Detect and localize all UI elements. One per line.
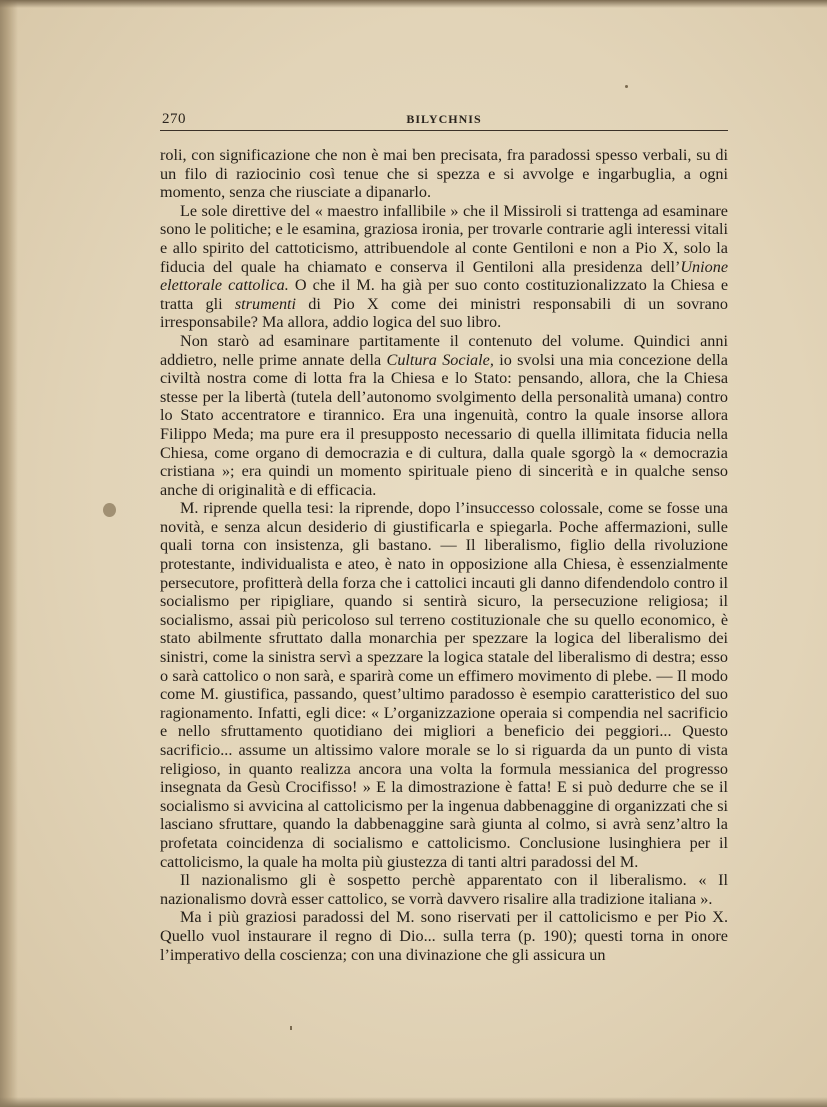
page-left-edge	[0, 0, 18, 1107]
text-run: di Pio X come dei ministri responsabili di un sovrano irresponsabile? Ma allora, addio logica del suo libro.	[160, 294, 728, 332]
running-header	[160, 108, 728, 131]
paper-speck	[290, 1026, 292, 1030]
paper-speck	[625, 85, 628, 88]
paragraph: Ma i più graziosi paradossi del M. sono riservati per il cattolicismo e per Pio X. Quello vuol instaurare il regno di Dio... sulla terra (p. 190); questi torna in onore l’imperativo della coscienza; con una divinazione che gli assicura un	[160, 908, 728, 964]
page-top-edge	[0, 0, 827, 8]
paper-stain	[103, 503, 116, 517]
paragraph: Il nazionalismo gli è sospetto perchè apparentato con il liberalismo. « Il nazionalismo dovrà esser cattolico, se vorrà davvero risalire alla tradizione italiana ».	[160, 871, 728, 908]
paragraph	[160, 332, 728, 499]
page-bottom-edge	[0, 1097, 827, 1107]
italic-title: Unione elettorale cattolica.	[160, 257, 728, 295]
paragraph: roli, con significazione che non è mai ben precisata, fra paradossi spesso verbali, su di un filo di raziocinio così tenue che si spezza e si avvolge e ingarbuglia, a ogni momento, senza che riusciate a dipanarlo.	[160, 146, 728, 202]
paragraph	[160, 202, 728, 332]
italic-word: strumenti	[234, 294, 297, 313]
text-run: io svolsi una mia concezione della civiltà nostra come di lotta fra la Chiesa e lo Stato: pensando, allora, che la Chiesa stesse per la libertà (tutela dell’autonomo svolgimento della personalità umana) contro lo Stato accentratore e tirannico. Era una ingenuità, contro la quale insorse allora Filippo Meda; ma pure era il presupposto necessario di quella illimitata fiducia nella Chiesa, come organo di democrazia e di cultura, dalla quale sgorgò la « democrazia cristiana »; era quindi un momento spirituale pieno di sincerità e in qualche senso anche di originalità e di efficacia.	[160, 350, 728, 499]
body-text	[160, 146, 728, 964]
paragraph: M. riprende quella tesi: la riprende, dopo l’insuccesso colossale, come se fosse una novità, e senza alcun desiderio di giustificarla e spiegarla. Poche affermazioni, sulle quali torna con insistenza, gli bastano. — Il liberalismo, figlio della rivoluzione protestante, individualista e ateo, è nato in opposizione alla Chiesa, è essenzialmente persecutore, profitterà della forza che i cattolici incauti gli danno difendendolo contro il socialismo per ripigliare, quando si sentirà sicuro, la persecuzione religiosa; il socialismo, assai più pericoloso sul terreno costituzionale che su quello economico, è stato abilmente sfruttato dalla monarchia per spezzare la logica del liberalismo dei sinistri, come la sinistra servì a spezzare la logica statale del liberalismo di destra; esso o sarà cattolico o non sarà, e sparirà come un effimero movimento di plebe. — Il modo come M. giustifica, passando, quest’ultimo paradosso è esempio caratteristico del suo ragionamento. Infatti, egli dice: « L’organizzazione operaia si compendia nel sacrificio e nello sfruttamento quotidiano dei migliori a beneficio dei peggiori... Questo sacrificio... assume un altissimo valore morale se lo si riguarda da un punto di vista religioso, in quanto realizza ancora una volta la formula messianica del progresso insegnata da Gesù Crocifisso! » E la dimostrazione è fatta! E si può dedurre che se il socialismo si avvicina al cattolicismo per la ingenua dabbenaggine di organizzati che si lasciano sfruttare, quando la dabbenaggine sarà giunta al colmo, si avrà senz’altro la profetata coincidenza di socialismo e cattolicismo. Conclusione lusinghiera per il cattolicismo, la quale ha molta più giustezza di tanti altri paradossi del M.	[160, 499, 728, 871]
page-number: 270	[162, 111, 186, 127]
text-run: O che il M. ha già per suo conto costituzionalizzato la Chiesa e tratta gli	[160, 276, 729, 313]
italic-title: Cultura Sociale,	[386, 350, 494, 369]
running-title: BILYCHNIS	[406, 112, 482, 126]
text-run: Non starò ad esaminare partitamente il contenuto del volume. Quindici anni addietro, nelle prime annate della	[160, 331, 728, 369]
text-run: Le sole direttive del « maestro infallibile » che il Missiroli si trattenga ad esaminare sono le politiche; e le esamina, graziosa ironia, per trovarle contrarie agli interessi vitali e allo spirito del cattoticismo, attribuendole al conte Gentiloni e non a Pio X, solo la fiducia del quale ha chiamato e conserva il Gentiloni alla presidenza dell’	[160, 201, 728, 276]
